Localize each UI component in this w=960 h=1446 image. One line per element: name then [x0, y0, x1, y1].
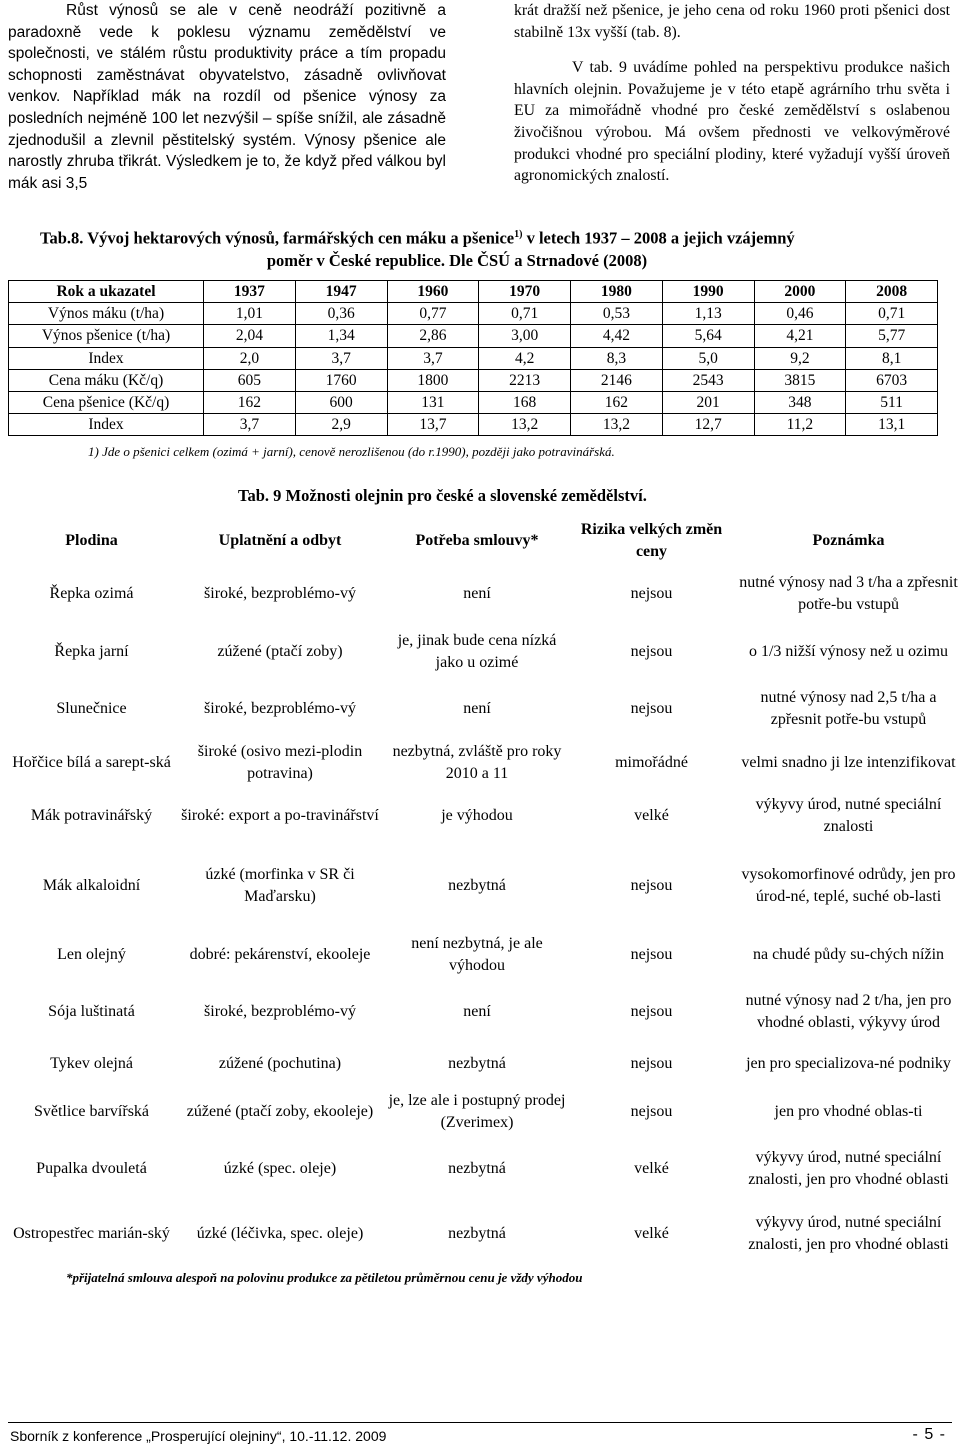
table8-cell: 168	[479, 391, 571, 413]
table9-contract-need: je, lze ale i postupný prodej (Zverimex)	[388, 1092, 566, 1131]
table8-cell: 13,2	[479, 414, 571, 436]
table9-row	[8, 623, 960, 681]
table8-cell: 3,7	[295, 347, 387, 369]
table9-use: zúžené (ptačí zoby)	[217, 643, 343, 661]
table8-cell: 5,64	[662, 325, 754, 347]
table9-contract-need: nezbytná, zvláště pro roky 2010 a 11	[392, 743, 562, 782]
table8-row-label: Cena máku (Kč/q)	[9, 369, 204, 391]
table8-cell: 348	[754, 391, 846, 413]
table9-price-risk: nejsou	[630, 643, 673, 661]
table9-note: jen pro specializova-né podniky	[746, 1055, 951, 1073]
table8-cell: 1,01	[204, 303, 296, 325]
table9-caption: Tab. 9 Možnosti olejnin pro české a slovenské zemědělství.	[238, 486, 647, 505]
table8-cell: 13,1	[846, 414, 938, 436]
table9-note: výkyvy úrod, nutné speciální znalosti, jen pro vhodné oblasti	[748, 1214, 949, 1253]
table8-cell: 511	[846, 391, 938, 413]
table9-crop: Tykev olejná	[50, 1055, 133, 1073]
table8-cell: 2,86	[387, 325, 479, 347]
table9-note: výkyvy úrod, nutné speciální znalosti	[755, 796, 942, 835]
table9-contract-need: je výhodou	[441, 807, 513, 825]
table9-use: široké, bezproblémo-vý	[204, 585, 356, 603]
table9-row	[8, 1199, 960, 1269]
table9-use: úzké (léčivka, spec. oleje)	[196, 1225, 364, 1243]
table9-note: na chudé půdy su-chých nížin	[752, 946, 945, 964]
table8-caption-footnote-mark: 1)	[514, 229, 523, 240]
table8-cell: 131	[387, 391, 479, 413]
table9-row	[8, 1085, 960, 1139]
table9-price-risk: mimořádné	[615, 754, 688, 772]
table9-crop: Pupalka dvouletá	[36, 1160, 147, 1178]
table9-crop: Len olejný	[57, 946, 126, 964]
table8-cell: 12,7	[662, 414, 754, 436]
table9-row	[8, 681, 960, 737]
table9-crop: Řepka jarní	[54, 643, 129, 661]
table8-cell: 0,36	[295, 303, 387, 325]
table8-cell: 2146	[571, 369, 663, 391]
table8-cell: 2,04	[204, 325, 296, 347]
table9-price-risk: nejsou	[630, 1003, 673, 1021]
table9-row	[8, 1043, 960, 1085]
table9-row	[8, 843, 960, 929]
table9-crop: Slunečnice	[56, 700, 127, 718]
left-paragraph: Růst výnosů se ale v ceně neodráží pozitivně a paradoxně vede k poklesu významu zemědělství ve společnosti, ve stálém růstu produktivity práce a tím propadu schopnosti zaměstnávat obyvatelstvo, zásadně ovlivňovat venkov. Například mák na rozdíl od pšenice výnosy za posledních nejméně 100 let nezvýšil – spíše snížil, ale zásadně zjednodušil a zlevnil pěstitelský systém. Výnosy pšenice ale narostly zhruba třikrát. Výsledkem je to, že když před válkou byl mák asi 3,5	[8, 2, 446, 192]
right-paragraph-2: V tab. 9 uvádíme pohled na perspektivu produkce našich hlavních olejnin. Považujeme je v této etapě agrárního trhu světa i EU za mimořádně vhodné pro české zemědělství s oslabenou živočišnou výrobou. Má ovšem přednosti ve velkovýměrové produkci vhodné pro speciální plodiny, které vyžadují vyšší úroveň agronomických znalostí.	[514, 59, 950, 185]
table8-header-cell: Rok a ukazatel	[9, 281, 204, 303]
table9-header-cell: Potřeba smlouvy*	[415, 532, 539, 550]
table9-use: úzké (spec. oleje)	[223, 1160, 337, 1178]
table9-contract-need: není	[463, 585, 491, 603]
table8-cell: 4,42	[571, 325, 663, 347]
table8-cell: 8,3	[571, 347, 663, 369]
table9-use: úzké (morfinka v SR či Maďarsku)	[205, 866, 355, 905]
table8-cell: 8,1	[846, 347, 938, 369]
table9-contract-need: není	[463, 700, 491, 718]
table8-row-label: Index	[9, 347, 204, 369]
table8-cell: 3,7	[204, 414, 296, 436]
table9-note: velmi snadno ji lze intenzifikovat	[741, 754, 956, 772]
table8-header-cell: 1970	[479, 281, 571, 303]
table8-cell: 0,53	[571, 303, 663, 325]
table9-contract-need: nezbytná	[448, 1225, 506, 1243]
table9-row	[8, 929, 960, 981]
right-text-column	[514, 0, 950, 187]
table9-crop: Hořčice bílá a sarept-ská	[12, 754, 171, 772]
table8-cell: 5,0	[662, 347, 754, 369]
table9-crop: Světlice barvířská	[33, 1103, 150, 1121]
table8-cell: 162	[204, 391, 296, 413]
table8-caption-prefix: Tab.8. Vývoj hektarových výnosů, farmářských cen máku a pšenice	[40, 228, 515, 248]
table8-cell: 162	[571, 391, 663, 413]
table9-row	[8, 981, 960, 1043]
table9-note: nutné výnosy nad 3 t/ha a zpřesnit potře-bu vstupů	[739, 574, 958, 613]
table9-price-risk: nejsou	[630, 585, 673, 603]
table9-header-cell: Poznámka	[812, 532, 885, 550]
table9-note: nutné výnosy nad 2 t/ha, jen pro vhodné oblasti, výkyvy úrod	[745, 992, 952, 1031]
table8-cell: 5,77	[846, 325, 938, 347]
table8-footnote: 1) Jde o pšenici celkem (ozimá + jarní), cenově nerozlišenou (do r.1990), později jako potravinářská.	[88, 444, 615, 459]
table8-cell: 0,46	[754, 303, 846, 325]
table8-cell: 3,7	[387, 347, 479, 369]
table8-header-cell: 1937	[204, 281, 296, 303]
table8-header-cell: 1947	[295, 281, 387, 303]
table8-row	[9, 303, 938, 325]
table9-note: vysokomorfinové odrůdy, jen pro úrod-né, teplé, suché ob-lasti	[741, 866, 956, 905]
table8-header-cell: 2008	[846, 281, 938, 303]
table8-cell: 201	[662, 391, 754, 413]
table9-footnote: *přijatelná smlouva alespoň na polovinu produkce za pětiletou průměrnou cenu je vždy výhodou	[66, 1270, 583, 1285]
table9-note: nutné výnosy nad 2,5 t/ha a zpřesnit potře-bu vstupů	[760, 689, 937, 728]
left-text-column	[8, 0, 446, 194]
table8-cell: 1,13	[662, 303, 754, 325]
table8-cell: 13,2	[571, 414, 663, 436]
table8-cell: 2543	[662, 369, 754, 391]
table8-row	[9, 391, 938, 413]
footer-conference-title: Sborník z konference „Prosperující olejniny“, 10.-11.12. 2009	[10, 1428, 387, 1444]
table8-row	[9, 369, 938, 391]
table9-row	[8, 737, 960, 789]
table9-use: široké (osivo mezi-plodin potravina)	[197, 743, 363, 782]
table8-cell: 2,9	[295, 414, 387, 436]
table8-row	[9, 414, 938, 436]
table9-header-cell: Plodina	[65, 532, 118, 550]
table8-cell: 0,71	[846, 303, 938, 325]
table9-use: dobré: pekárenství, ekooleje	[189, 946, 371, 964]
table9-row	[8, 565, 960, 623]
table9-price-risk: velké	[634, 1160, 669, 1178]
table9-row	[8, 789, 960, 843]
table9-use: široké: export a po-travinářství	[181, 807, 379, 825]
table9-price-risk: nejsou	[630, 1055, 673, 1073]
table9-crop: Mák potravinářský	[30, 807, 153, 825]
table8-cell: 2,0	[204, 347, 296, 369]
table9-contract-need: nezbytná	[448, 877, 506, 895]
table8-caption	[40, 224, 940, 272]
table9-use: zúžené (ptačí zoby, ekooleje)	[186, 1103, 374, 1121]
table8-caption-suffix: v letech 1937 – 2008 a jejich vzájemný	[522, 228, 795, 248]
table9-header-cell: Rizika velkých změn ceny	[580, 521, 723, 560]
table9-contract-need: nezbytná	[448, 1160, 506, 1178]
table8-header-cell: 2000	[754, 281, 846, 303]
table8-cell: 4,21	[754, 325, 846, 347]
table8-yields-prices	[8, 280, 938, 436]
table8-cell: 1,34	[295, 325, 387, 347]
table9-price-risk: velké	[634, 1225, 669, 1243]
table8-row-label: Index	[9, 414, 204, 436]
table9-note: o 1/3 nižší výnosy než u ozimu	[748, 643, 949, 661]
table9-use: široké, bezproblémo-vý	[204, 1003, 356, 1021]
right-paragraph-1: krát dražší než pšenice, je jeho cena od roku 1960 proti pšenici dost stabilně 13x vyšší (tab. 8).	[514, 2, 950, 41]
table8-cell: 600	[295, 391, 387, 413]
table8-header-cell: 1960	[387, 281, 479, 303]
table9-contract-need: je, jinak bude cena nízká jako u ozimé	[397, 632, 557, 671]
table9-price-risk: nejsou	[630, 946, 673, 964]
table9-price-risk: velké	[634, 807, 669, 825]
table9-crop: Mák alkaloidní	[42, 877, 141, 895]
table8-cell: 6703	[846, 369, 938, 391]
table9-oilseed-options	[8, 517, 960, 1269]
table9-contract-need: nezbytná	[448, 1055, 506, 1073]
table9-use: široké, bezproblémo-vý	[204, 700, 356, 718]
table9-note: výkyvy úrod, nutné speciální znalosti, jen pro vhodné oblasti	[748, 1149, 949, 1188]
table8-row	[9, 325, 938, 347]
table8-cell: 11,2	[754, 414, 846, 436]
table8-cell: 3815	[754, 369, 846, 391]
table8-caption-line2: poměr v České republice. Dle ČSÚ a Strnadové (2008)	[266, 250, 648, 270]
table9-price-risk: nejsou	[630, 700, 673, 718]
table8-header-cell: 1990	[662, 281, 754, 303]
table9-price-risk: nejsou	[630, 877, 673, 895]
table8-cell: 1800	[387, 369, 479, 391]
table8-cell: 1760	[295, 369, 387, 391]
page-number: - 5 -	[912, 1426, 946, 1443]
table8-row-label: Cena pšenice (Kč/q)	[9, 391, 204, 413]
table9-contract-need: není	[463, 1003, 491, 1021]
table9-header-row	[8, 517, 960, 565]
table8-cell: 0,71	[479, 303, 571, 325]
table8-cell: 2213	[479, 369, 571, 391]
table8-header-cell: 1980	[571, 281, 663, 303]
table9-price-risk: nejsou	[630, 1103, 673, 1121]
table9-row	[8, 1139, 960, 1199]
table8-cell: 9,2	[754, 347, 846, 369]
table9-note: jen pro vhodné oblas-ti	[774, 1103, 923, 1121]
table8-row-label: Výnos pšenice (t/ha)	[9, 325, 204, 347]
table9-crop: Ostropestřec marián-ský	[13, 1225, 170, 1243]
table9-use: zúžené (pochutina)	[218, 1055, 342, 1073]
table8-header-row	[9, 281, 938, 303]
footer-divider	[8, 1422, 952, 1423]
table8-row-label: Výnos máku (t/ha)	[9, 303, 204, 325]
table8-cell: 4,2	[479, 347, 571, 369]
table9-crop: Sója luštinatá	[48, 1003, 135, 1021]
table8-row	[9, 347, 938, 369]
table9-header-cell: Uplatnění a odbyt	[218, 532, 342, 550]
table8-cell: 605	[204, 369, 296, 391]
table8-cell: 0,77	[387, 303, 479, 325]
table9-contract-need: není nezbytná, je ale výhodou	[411, 935, 543, 974]
table9-crop: Řepka ozimá	[49, 585, 134, 603]
table8-cell: 13,7	[387, 414, 479, 436]
table8-cell: 3,00	[479, 325, 571, 347]
